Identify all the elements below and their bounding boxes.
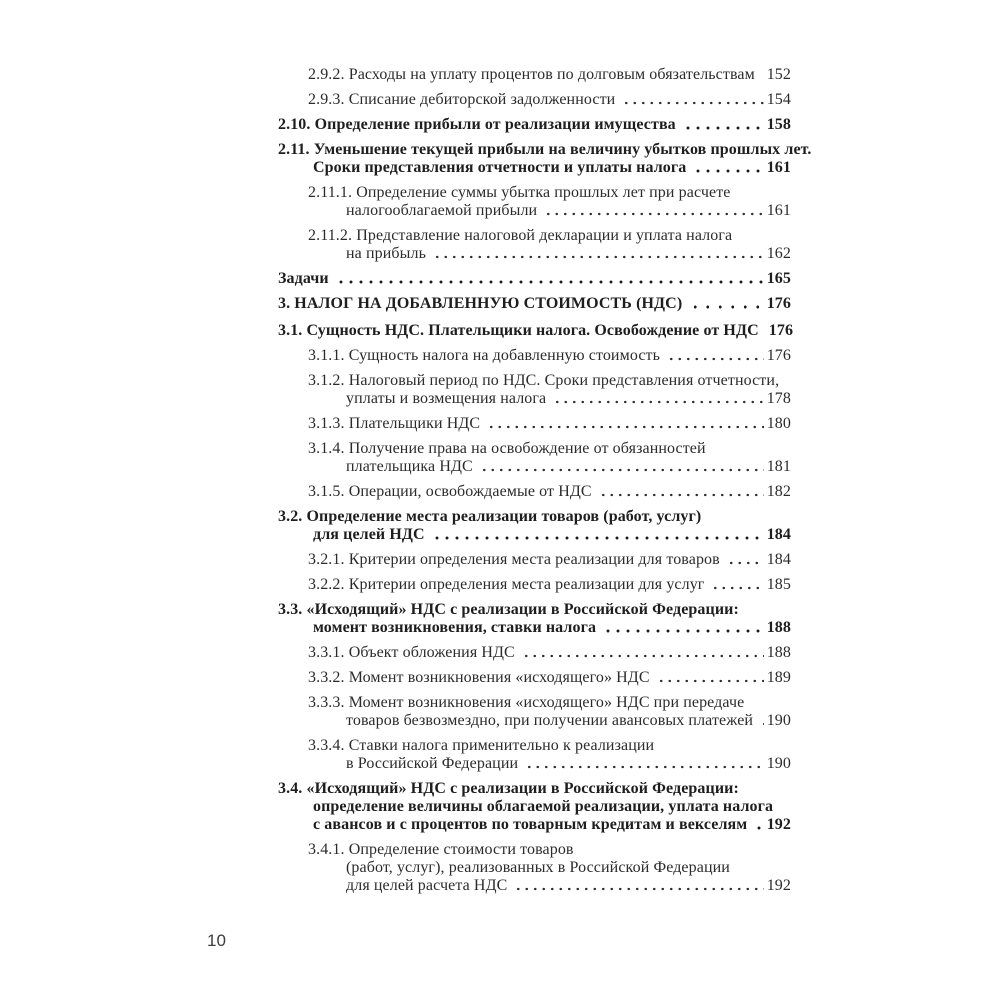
toc-page-ref: 185	[766, 576, 791, 593]
toc-entry-line: 3.4.1. Определение стоимости товаров	[308, 841, 574, 858]
dot-leader	[622, 91, 763, 109]
toc-entry	[308, 551, 791, 569]
toc-entry-last-line	[308, 755, 791, 773]
dot-leader	[657, 669, 764, 687]
toc-entry-last-line	[278, 159, 791, 177]
dot-leader	[433, 245, 764, 263]
toc-entry-last-line	[278, 295, 791, 313]
toc-entry-text: момент возникновения, ставки налога	[313, 619, 597, 636]
toc-entry	[308, 644, 791, 662]
toc-page-ref: 192	[766, 816, 791, 833]
toc-entry-last-line	[308, 551, 791, 569]
dot-leader	[599, 483, 764, 501]
toc-entry	[308, 66, 791, 84]
dot-leader	[754, 816, 763, 834]
toc-entry-text: на прибыль	[346, 245, 426, 262]
toc-page-ref: 188	[766, 644, 791, 661]
table-of-contents	[278, 66, 812, 902]
toc-entry	[308, 694, 791, 730]
dot-leader	[603, 619, 764, 637]
toc-entry-last-line	[278, 270, 791, 288]
toc-entry-last-line	[308, 347, 791, 365]
toc-entry-last-line	[308, 712, 791, 730]
dot-leader	[525, 755, 764, 773]
toc-page-ref: 176	[766, 295, 791, 312]
toc-entry	[278, 270, 791, 288]
toc-entry	[308, 347, 791, 365]
toc-page-ref: 184	[766, 551, 791, 568]
toc-entry	[308, 841, 791, 895]
toc-page-ref: 189	[766, 669, 791, 686]
toc-entry-text: Задачи	[278, 270, 329, 287]
toc-entry-line: 3.1.2. Налоговый период по НДС. Сроки представления отчетности,	[308, 372, 780, 389]
toc-entry-line: 3.2. Определение места реализации товаров (работ, услуг)	[278, 508, 702, 525]
toc-page-ref: 178	[766, 390, 791, 407]
toc-entry	[308, 184, 791, 220]
dot-leader	[683, 116, 764, 134]
dot-leader	[760, 712, 764, 730]
toc-entry-text: 3.2.1. Критерии определения места реализации для товаров	[308, 551, 720, 568]
dot-leader	[711, 576, 763, 594]
dot-leader	[487, 415, 764, 433]
toc-entry-last-line	[308, 458, 791, 476]
toc-entry	[278, 141, 812, 177]
toc-entry-text: 2.10. Определение прибыли от реализации имущества	[278, 116, 676, 133]
toc-entry-text: для целей расчета НДС	[346, 877, 508, 894]
toc-entry-last-line	[308, 245, 791, 263]
toc-entry-text: налогооблагаемой прибыли	[346, 202, 538, 219]
toc-page-ref: 190	[766, 712, 791, 729]
toc-entry-last-line	[308, 66, 791, 84]
dot-leader	[480, 458, 764, 476]
dot-leader	[689, 295, 759, 313]
toc-entry-text: с авансов и с процентов по товарным кредитам и векселям	[313, 816, 748, 833]
toc-entry-line: 3.3.3. Момент возникновения «исходящего» НДС при передаче	[308, 694, 745, 711]
toc-entry-text: 3.3.1. Объект обложения НДС	[308, 644, 515, 661]
toc-page-ref: 165	[766, 270, 791, 287]
toc-page-ref: 161	[766, 202, 791, 219]
toc-entry-line: 3.4. «Исходящий» НДС с реализации в Российской Федерации:	[278, 780, 739, 797]
toc-entry	[308, 227, 791, 263]
toc-entry-line: 2.11.1. Определение суммы убытка прошлых лет при расчете	[308, 184, 731, 201]
toc-entry-last-line	[308, 202, 791, 220]
toc-entry-text: 3. НАЛОГ НА ДОБАВЛЕННУЮ СТОИМОСТЬ (НДС)	[278, 295, 683, 312]
toc-entry-line: 2.11.2. Представление налоговой декларации и уплата налога	[308, 227, 733, 244]
toc-entry	[278, 508, 791, 544]
toc-entry-last-line	[308, 390, 791, 408]
dot-leader	[522, 644, 764, 662]
toc-entry-line: 3.3. «Исходящий» НДС с реализации в Российской Федерации:	[278, 601, 739, 618]
toc-entry	[308, 415, 791, 433]
toc-entry-text: 3.1.1. Сущность налога на добавленную стоимость	[308, 347, 661, 364]
toc-entry	[278, 295, 791, 313]
toc-entry-last-line	[308, 644, 791, 662]
toc-entry-line: 2.11. Уменьшение текущей прибыли на величину убытков прошлых лет.	[278, 141, 812, 158]
toc-entry-text: уплаты и возмещения налога	[346, 390, 547, 407]
toc-entry-last-line	[308, 415, 791, 433]
dot-leader	[727, 551, 764, 569]
dot-leader	[336, 270, 764, 288]
toc-entry	[308, 440, 791, 476]
toc-entry-text: 2.9.2. Расходы на уплату процентов по долговым обязательствам	[308, 66, 755, 83]
toc-entry	[278, 601, 791, 637]
toc-page-ref: 181	[766, 458, 791, 475]
toc-entry-last-line	[278, 816, 791, 834]
toc-entry-line: (работ, услуг), реализованных в Российской Федерации	[346, 859, 730, 876]
toc-entry-text: плательщика НДС	[346, 458, 473, 475]
toc-entry	[308, 737, 791, 773]
toc-entry	[308, 483, 791, 501]
toc-entry-last-line	[308, 91, 791, 109]
toc-page-ref: 190	[766, 755, 791, 772]
toc-entry-text: Сроки представления отчетности и уплаты налога	[313, 159, 687, 176]
toc-page-ref: 182	[766, 483, 791, 500]
toc-page-ref: 162	[766, 245, 791, 262]
dot-leader	[544, 202, 763, 220]
dot-leader	[553, 390, 763, 408]
toc-entry-line: определение величины облагаемой реализации, уплата налога	[313, 798, 774, 815]
toc-entry	[278, 780, 791, 834]
toc-entry-last-line	[278, 619, 791, 637]
toc-entry-line: 3.1.4. Получение права на освобождение от обязанностей	[308, 440, 706, 457]
toc-page-ref: 176	[766, 347, 791, 364]
dot-leader	[667, 347, 764, 365]
toc-entry-last-line	[308, 877, 791, 895]
toc-entry-last-line	[278, 526, 791, 544]
toc-page-ref: 188	[766, 619, 791, 636]
toc-entry-text: 3.1.5. Операции, освобождаемые от НДС	[308, 483, 592, 500]
toc-entry-last-line	[278, 322, 794, 340]
toc-page-ref: 192	[766, 877, 791, 894]
toc-page-ref: 161	[766, 159, 791, 176]
toc-entry-text: для целей НДС	[313, 526, 425, 543]
toc-entry	[308, 576, 791, 594]
dot-leader	[762, 66, 764, 84]
toc-page-ref: 176	[768, 322, 794, 339]
toc-page-ref: 154	[766, 91, 791, 108]
toc-entry-text: 3.1.3. Плательщики НДС	[308, 415, 481, 432]
toc-entry-line: 3.3.4. Ставки налога применительно к реализации	[308, 737, 655, 754]
toc-entry-text: товаров безвозмездно, при получении авансовых платежей	[346, 712, 754, 729]
toc-entry-last-line	[278, 116, 791, 134]
toc-page-ref: 184	[766, 526, 791, 543]
page-number: 10	[207, 931, 226, 950]
toc-entry-text: в Российской Федерации	[346, 755, 519, 772]
toc-entry-last-line	[308, 576, 791, 594]
dot-leader	[514, 877, 763, 895]
toc-entry	[278, 322, 794, 340]
toc-entry	[308, 91, 791, 109]
toc-entry-text: 2.9.3. Списание дебиторской задолженности	[308, 91, 616, 108]
toc-entry-last-line	[308, 483, 791, 501]
toc-entry	[308, 372, 791, 408]
toc-page-ref: 152	[766, 66, 791, 83]
dot-leader	[693, 159, 763, 177]
toc-page-ref: 158	[766, 116, 791, 133]
toc-entry-last-line	[308, 669, 791, 687]
toc-page-ref: 180	[766, 415, 791, 432]
toc-entry-text: 3.3.2. Момент возникновения «исходящего» НДС	[308, 669, 650, 686]
toc-entry	[278, 116, 791, 134]
toc-entry-text: 3.1. Сущность НДС. Плательщики налога. Освобождение от НДС	[278, 322, 759, 339]
toc-entry-text: 3.2.2. Критерии определения места реализации для услуг	[308, 576, 705, 593]
toc-entry	[308, 669, 791, 687]
dot-leader	[432, 526, 764, 544]
